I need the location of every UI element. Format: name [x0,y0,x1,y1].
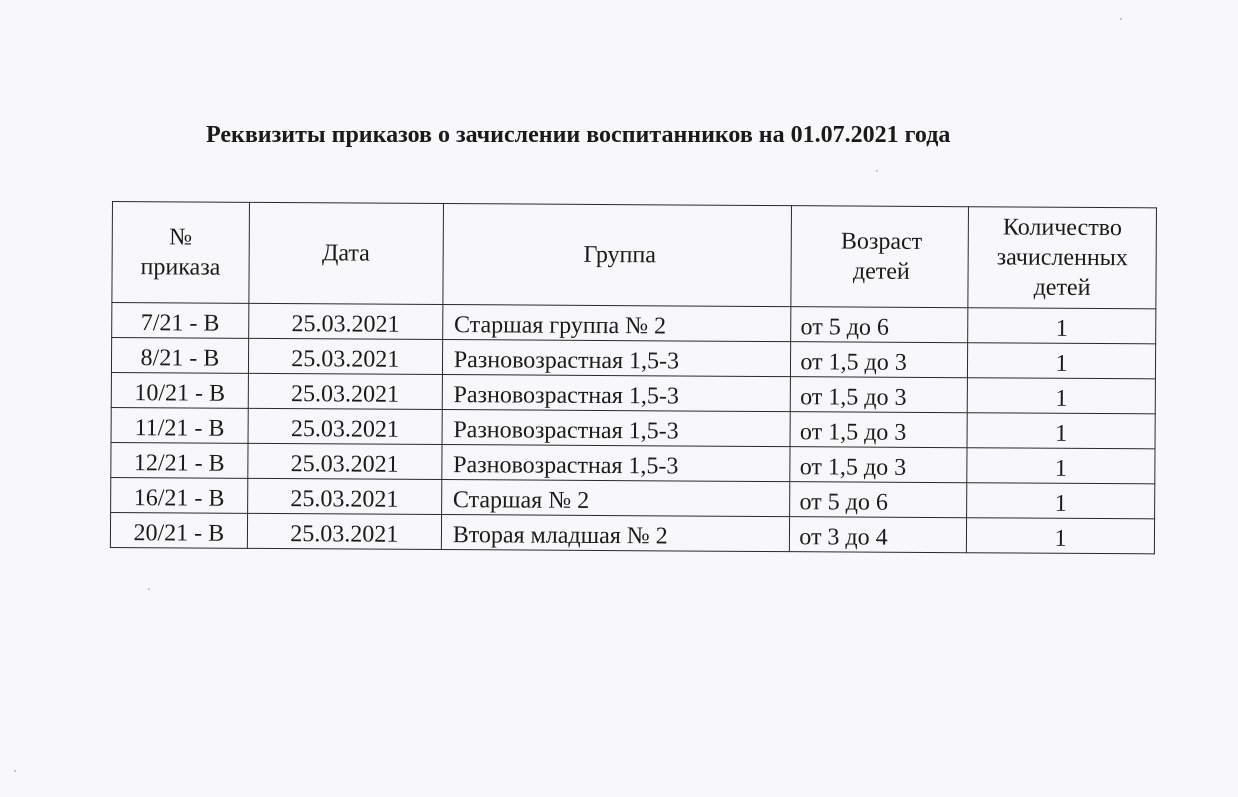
cell-age: от 1,5 до 3 [791,342,968,378]
cell-order-number: 11/21 - В [111,407,248,443]
scan-speck [14,770,16,772]
header-age-line2: детей [852,258,910,285]
header-order-number-line1: № [169,224,193,251]
header-count-line1: Количество [1002,214,1122,242]
cell-age: от 1,5 до 3 [790,447,967,483]
header-count-line2: зачисленных [996,244,1128,272]
header-group [443,204,792,307]
cell-age: от 5 до 6 [790,482,967,518]
cell-group: Разновозрастная 1,5-3 [442,445,791,482]
header-group-label: Группа [583,241,657,269]
cell-date: 25.03.2021 [248,443,442,479]
cell-count: 1 [967,483,1155,519]
cell-order-number: 7/21 - В [112,303,249,339]
header-order-number-line2: приказа [140,254,221,281]
cell-order-number: 10/21 - В [111,372,248,408]
cell-date: 25.03.2021 [248,408,442,444]
scan-speck [148,588,150,590]
cell-group: Старшая группа № 2 [442,305,791,342]
cell-count: 1 [967,378,1155,414]
header-age [791,206,968,308]
header-age-line1: Возраст [840,228,923,255]
cell-count: 1 [968,308,1156,344]
document-title: Реквизиты приказов о зачислении воспитанников на 01.07.2021 года [206,122,951,148]
cell-group: Разновозрастная 1,5-3 [442,340,791,377]
cell-date: 25.03.2021 [248,373,442,409]
cell-group: Вторая младшая № 2 [441,515,790,552]
cell-age: от 1,5 до 3 [791,377,968,413]
cell-group: Старшая № 2 [441,480,790,517]
cell-date: 25.03.2021 [248,338,442,374]
header-count-line3: детей [1033,274,1091,301]
header-enrolled-count [968,207,1156,309]
cell-group: Разновозрастная 1,5-3 [442,375,791,412]
scan-speck [1120,18,1122,20]
cell-count: 1 [967,448,1155,484]
cell-age: от 1,5 до 3 [790,412,967,448]
header-order-number [112,202,249,304]
cell-count: 1 [967,518,1155,554]
orders-table [110,201,1157,554]
cell-date: 25.03.2021 [247,513,441,549]
cell-order-number: 16/21 - В [111,477,248,513]
cell-order-number: 8/21 - В [111,338,248,374]
header-date-label: Дата [321,240,370,267]
cell-date: 25.03.2021 [248,303,442,339]
table-row [110,512,1154,553]
cell-group: Разновозрастная 1,5-3 [442,410,791,447]
cell-age: от 3 до 4 [790,517,967,553]
cell-count: 1 [967,413,1155,449]
cell-age: от 5 до 6 [791,307,968,343]
cell-count: 1 [968,343,1156,379]
table-header-row [112,202,1157,309]
cell-order-number: 12/21 - В [111,442,248,478]
header-date [249,202,444,304]
cell-date: 25.03.2021 [247,478,441,514]
scan-speck [876,170,878,172]
cell-order-number: 20/21 - В [110,512,247,548]
